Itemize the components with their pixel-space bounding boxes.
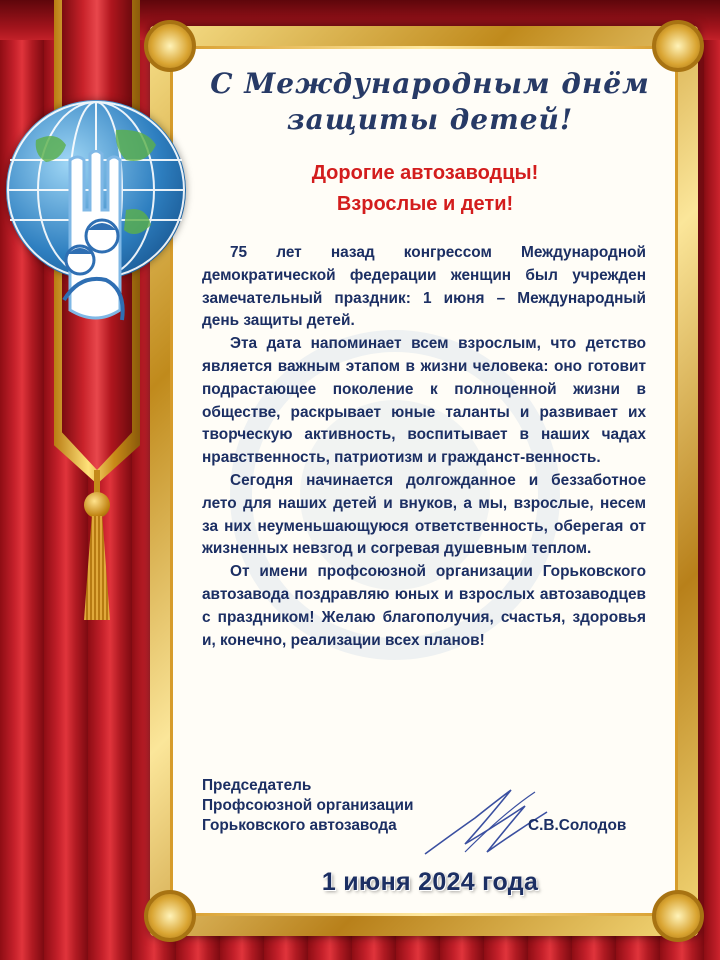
greeting-line: Дорогие автозаводцы! — [311, 162, 539, 184]
greeting-line: Взрослые и дети! — [336, 193, 514, 215]
signature-org: Горьковского автозавода — [202, 817, 397, 834]
frame-corner-ornament — [652, 20, 704, 72]
signature-title: Председатель — [202, 777, 312, 794]
paragraph: Эта дата напоминает всем взрослым, что детство является важным этапом в жизни человека: оно готовит подрастающее поколение к полноценной жизни в обществе, раскрывает юные таланты и развивает их творческую активность, воспитывает в наших чадах нравственность, патриотизм и гражданст-венность. — [202, 335, 646, 467]
paragraph: Сегодня начинается долгожданное и беззаботное лето для наших детей и внуков, а мы, взрослые, несем за них неуменьшающуюся ответственность, оберегая от жизненных невзгод и согревая душевным теплом. — [202, 471, 646, 558]
greeting — [200, 158, 650, 220]
title-line: С Международным днём — [210, 67, 650, 100]
signer-name: С.В.Солодов — [528, 817, 627, 834]
paragraph: От имени профсоюзной организации Горьковского автозавода поздравляю юных и взрослых автозаводцев с праздником! Желаю благополучия, счастья, здоровья и, конечно, реализации всех планов! — [202, 563, 646, 649]
frame-corner-ornament — [652, 890, 704, 942]
family-hand-emblem-icon — [50, 150, 142, 340]
title-line: защиты детей! — [286, 103, 574, 136]
frame-corner-ornament — [144, 20, 196, 72]
page-title — [170, 66, 690, 138]
letter-body — [202, 242, 646, 652]
tassel-knot — [84, 492, 110, 518]
letter-date: 1 июня 2024 года — [321, 868, 539, 896]
paragraph: 75 лет назад конгрессом Международной демократической федерации женщин был учрежден замечательный праздник: 1 июня – Международный день защиты детей. — [202, 244, 646, 330]
frame-corner-ornament — [144, 890, 196, 942]
signature-org: Профсоюзной организации — [202, 797, 414, 814]
